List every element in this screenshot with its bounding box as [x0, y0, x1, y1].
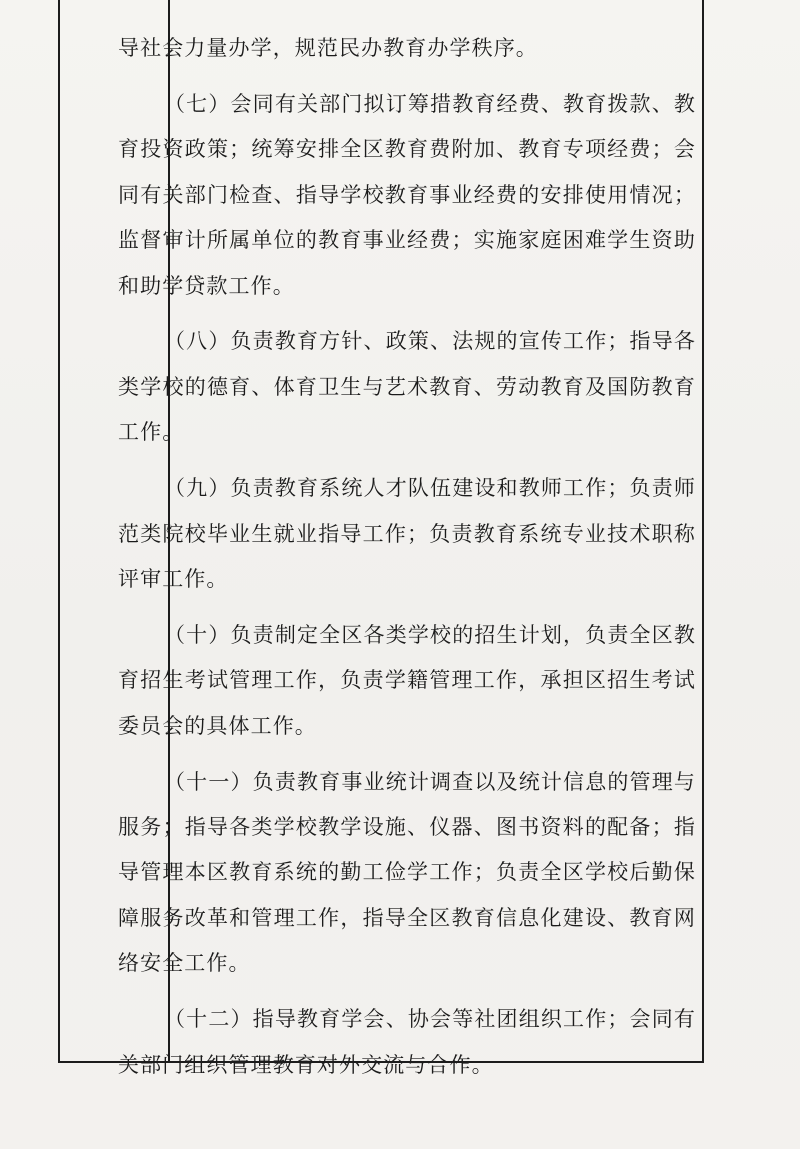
- paragraph-item-10: （十）负责制定全区各类学校的招生计划，负责全区教育招生考试管理工作，负责学籍管理工作，承担区招生考试委员会的具体工作。: [118, 622, 696, 738]
- duty-text-cell: [118, 26, 696, 1088]
- paragraph-continuation: 导社会力量办学，规范民办教育办学秩序。: [118, 36, 538, 60]
- paragraph-item-7: （七）会同有关部门拟订筹措教育经费、教育拨款、教育投资政策；统筹安排全区教育费附加、教育专项经费；会同有关部门检查、指导学校教育事业经费的安排使用情况；监督审计所属单位的教育事业经费；实施家庭困难学生资助和助学贷款工作。: [118, 91, 696, 298]
- paragraph-item-11: （十一）负责教育事业统计调查以及统计信息的管理与服务；指导各类学校教学设施、仪器、图书资料的配备；指导管理本区教育系统的勤工俭学工作；负责全区学校后勤保障服务改革和管理工作，指导全区教育信息化建设、教育网络安全工作。: [118, 769, 696, 976]
- paragraph-item-8: （八）负责教育方针、政策、法规的宣传工作；指导各类学校的德育、体育卫生与艺术教育、劳动教育及国防教育工作。: [118, 329, 696, 445]
- paragraph-item-9: （九）负责教育系统人才队伍建设和教师工作；负责师范类院校毕业生就业指导工作；负责教育系统专业技术职称评审工作。: [118, 476, 696, 591]
- paragraph-item-12: （十二）指导教育学会、协会等社团组织工作；会同有关部门组织管理教育对外交流与合作。: [118, 1007, 696, 1077]
